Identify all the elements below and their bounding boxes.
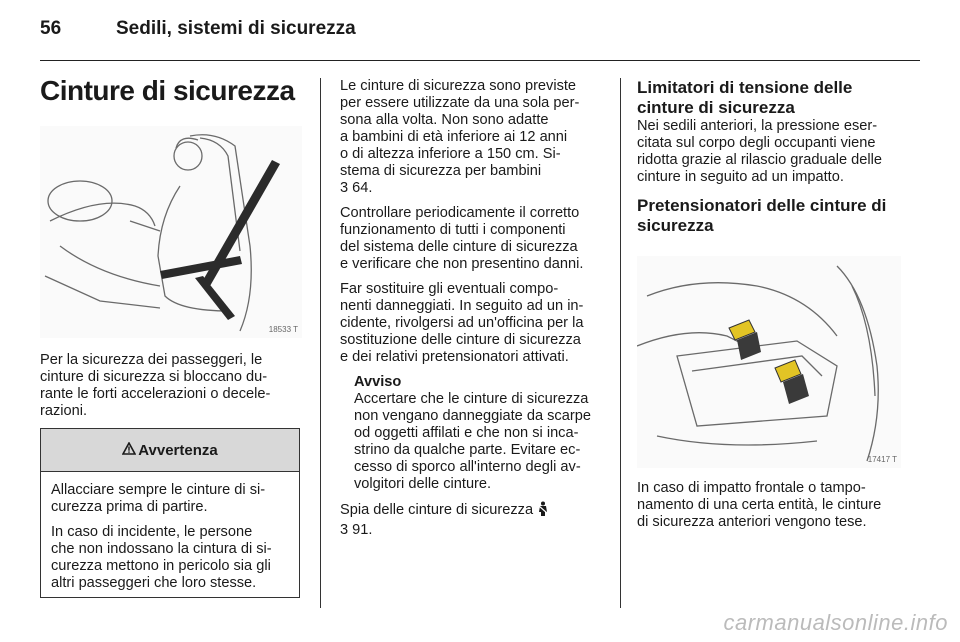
page-header bbox=[40, 18, 356, 40]
intro-paragraph bbox=[40, 352, 310, 428]
text-line: strino da qualche parte. Evitare ec- bbox=[354, 442, 581, 458]
text-line: stema di sicurezza per bambini bbox=[340, 163, 542, 179]
notice-title: Avviso bbox=[354, 374, 402, 390]
warning-header bbox=[41, 429, 299, 472]
page-reference-link[interactable]: 3 64. bbox=[340, 180, 373, 196]
section-title: Cinture di sicurezza bbox=[40, 75, 295, 106]
text-line: e dei relativi pretensionatori attivati. bbox=[340, 349, 569, 365]
text-line: funzionamento di tutti i componenti bbox=[340, 222, 566, 238]
text-line: a bambini di età inferiore ai 12 anni bbox=[340, 129, 568, 145]
buckle-illustration bbox=[637, 256, 901, 468]
text-line: Spia delle cinture di sicurezza bbox=[340, 502, 534, 518]
warning-triangle-icon bbox=[122, 442, 136, 459]
text-line: altri passeggeri che loro stesse. bbox=[51, 575, 257, 591]
text-line: Limitatori di tensione delle bbox=[637, 78, 853, 97]
warning-title: Avvertenza bbox=[138, 441, 218, 459]
page-reference-link[interactable]: 3 91. bbox=[340, 522, 373, 538]
text-line: volgitori delle cinture. bbox=[354, 476, 492, 492]
text-line: del sistema delle cinture di sicurezza bbox=[340, 239, 578, 255]
load-limiters-paragraph bbox=[637, 118, 912, 186]
figure-label: 18533 T bbox=[268, 325, 298, 334]
text-line: di sicurezza anteriori vengono tese. bbox=[637, 514, 867, 530]
text-line: cinture di sicurezza si bloccano du- bbox=[40, 369, 268, 385]
text-line: sicurezza bbox=[637, 216, 714, 235]
text-line: Le cinture di sicurezza sono previste bbox=[340, 78, 577, 94]
notice-block bbox=[354, 374, 612, 493]
warning-text-2 bbox=[51, 524, 289, 592]
text-line: od oggetti affilati e che non si inca- bbox=[354, 425, 579, 441]
text-line: nenti danneggiati. In seguito ad un in- bbox=[340, 298, 584, 314]
text-line: In caso di incidente, le persone bbox=[51, 524, 253, 540]
text-line: sostituzione delle cinture di sicurezza bbox=[340, 332, 581, 348]
subheading-load-limiters bbox=[637, 78, 912, 118]
text-line: Nei sedili anteriori, la pressione eser- bbox=[637, 118, 878, 134]
page-number: 56 bbox=[40, 18, 62, 39]
text-line: rante le forti accelerazioni o decele- bbox=[40, 386, 271, 402]
text-line: Far sostituire gli eventuali compo- bbox=[340, 281, 559, 297]
notice-text bbox=[354, 391, 612, 493]
text-line: e verificare che non presentino danni. bbox=[340, 256, 584, 272]
pretensioner-text bbox=[637, 480, 912, 531]
text-line: sona alla volta. Non sono adatte bbox=[340, 112, 549, 128]
pretensioner-paragraph bbox=[637, 480, 912, 539]
text-line: Accertare che le cinture di sicurezza bbox=[354, 391, 589, 407]
text-line: curezza prima di partire. bbox=[51, 499, 208, 515]
watermark: carmanualsonline.info bbox=[723, 610, 948, 635]
text-line: per essere utilizzate da una sola per- bbox=[340, 95, 580, 111]
header-rule bbox=[40, 60, 920, 61]
indicator-paragraph bbox=[340, 501, 612, 539]
column-2 bbox=[340, 78, 612, 547]
text-line: citata sul corpo degli occupanti viene bbox=[637, 135, 876, 151]
figure-label: 17417 T bbox=[867, 455, 897, 464]
text-line: namento di una certa entità, le cinture bbox=[637, 497, 882, 513]
seatbelt-warning-icon bbox=[537, 501, 549, 522]
warning-body bbox=[41, 472, 299, 592]
text-line: Per la sicurezza dei passeggeri, le bbox=[40, 352, 263, 368]
replace-paragraph bbox=[340, 281, 612, 366]
column-divider-2 bbox=[620, 78, 621, 608]
text-line: curezza mettono in pericolo sia gli bbox=[51, 558, 271, 574]
seatbelt-driver-figure bbox=[40, 126, 302, 338]
text-line: Pretensionatori delle cinture di bbox=[637, 196, 887, 215]
column-3 bbox=[637, 78, 912, 236]
warning-text-1 bbox=[51, 482, 289, 516]
text-line: cesso di sporco all'interno degli av- bbox=[354, 459, 581, 475]
text-line: Allacciare sempre le cinture di si- bbox=[51, 482, 266, 498]
text-line: non vengano danneggiate da scarpe bbox=[354, 408, 591, 424]
text-line: razioni. bbox=[40, 403, 88, 419]
text-line: Controllare periodicamente il corretto bbox=[340, 205, 580, 221]
driver-illustration bbox=[40, 126, 302, 338]
intro-text bbox=[40, 352, 310, 420]
usage-paragraph bbox=[340, 78, 612, 197]
subheading-pretensioners bbox=[637, 196, 912, 236]
pretensioner-figure bbox=[637, 256, 901, 468]
column-divider-1 bbox=[320, 78, 321, 608]
text-line: cidente, rivolgersi ad un'officina per la bbox=[340, 315, 584, 331]
text-line: cinture in seguito ad un impatto. bbox=[637, 169, 844, 185]
warning-box bbox=[40, 428, 300, 598]
text-line: che non indossano la cintura di si- bbox=[51, 541, 272, 557]
text-line: o di altezza inferiore a 150 cm. Si- bbox=[340, 146, 561, 162]
text-line: In caso di impatto frontale o tampo- bbox=[637, 480, 866, 496]
text-line: ridotta grazie al rilascio graduale delle bbox=[637, 152, 882, 168]
chapter-title: Sedili, sistemi di sicurezza bbox=[116, 18, 356, 39]
text-line: cinture di sicurezza bbox=[637, 98, 795, 117]
check-paragraph bbox=[340, 205, 612, 273]
